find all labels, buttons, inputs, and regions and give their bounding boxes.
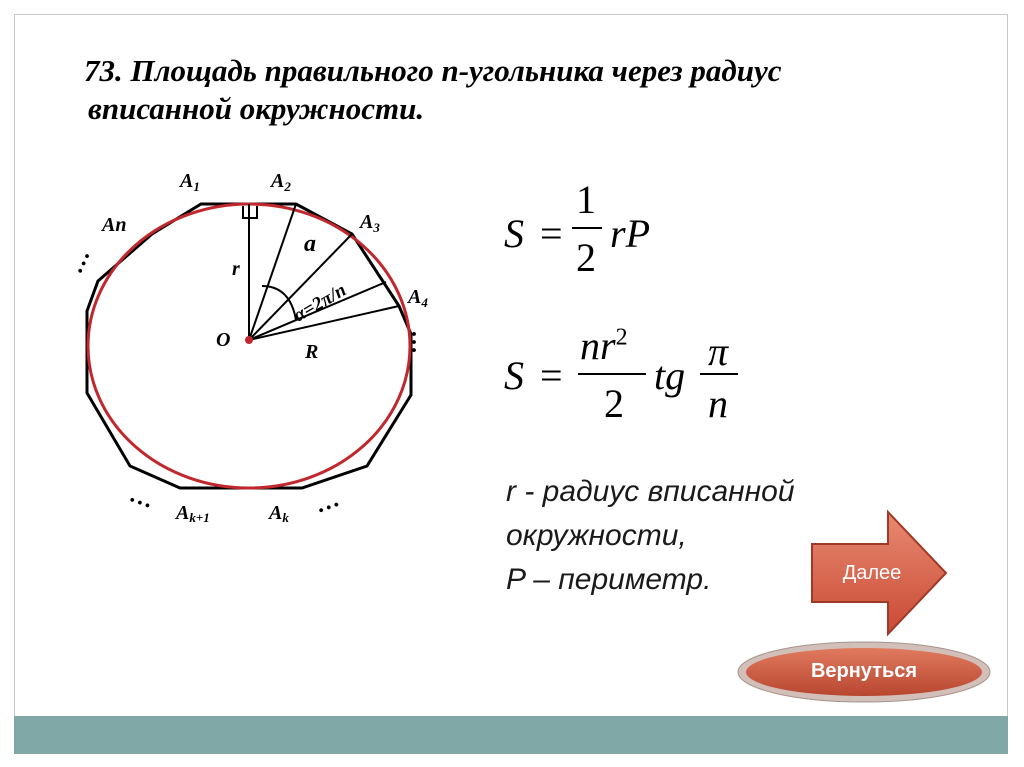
formula2-lhs: S: [504, 353, 524, 398]
note-line-1: r - радиус вписанной: [506, 475, 795, 508]
vertex-label-a4: $A_4$: [408, 286, 428, 310]
note-line-2: окружности,: [506, 519, 687, 552]
vertex-label-a2: $A_2$: [271, 170, 291, 194]
vertex-label-an: An: [102, 214, 127, 236]
formula1-numerator: 1: [576, 177, 596, 222]
next-button-label[interactable]: Далее: [842, 562, 902, 584]
side-label: a: [304, 231, 316, 257]
ellipsis-left: …: [61, 244, 96, 278]
formula-2: [504, 322, 764, 432]
vertex-label-a3: $A_3$: [360, 211, 380, 235]
title-line-2: вписанной окружности.: [88, 91, 425, 126]
formula1-rest: rP: [610, 211, 650, 256]
formula1-denominator: 2: [576, 235, 596, 280]
formula2-tg: tg: [654, 353, 686, 398]
angle-label: α=2π/n: [290, 279, 350, 327]
radius-to-a2: [249, 204, 296, 340]
formula2-numerator-text: nr: [580, 323, 616, 368]
center-point: [245, 336, 253, 344]
inradius-label: r: [232, 258, 240, 280]
formula2-numerator: [580, 322, 628, 369]
formula1-lhs: S: [504, 211, 524, 256]
vertex-label-ak1: Ak+1: [176, 502, 210, 525]
formula1-eq: =: [540, 211, 563, 256]
angle-arc: [262, 286, 296, 320]
formula2-denominator: 2: [604, 381, 624, 426]
note-line-3: P – периметр.: [506, 563, 712, 596]
ellipsis-bottom-left: …: [125, 481, 158, 514]
back-button-label[interactable]: Вернуться: [810, 660, 918, 682]
formula2-frac-num: π: [708, 329, 729, 374]
circumradius-label: R: [305, 341, 319, 363]
formula2-frac-den: n: [708, 381, 728, 426]
formula2-numerator-sup: 2: [615, 324, 628, 351]
ellipsis-right: …: [406, 330, 432, 354]
vertex-label-a1: $A_1$: [180, 170, 200, 194]
ellipsis-bottom-right: …: [311, 485, 343, 519]
formula-1: [504, 177, 704, 282]
vertex-label-ak: Ak: [269, 502, 289, 525]
center-label: O: [216, 329, 231, 351]
formula2-eq: =: [540, 353, 563, 398]
title-line-1: 73. Площадь правильного n-угольника через радиус: [84, 53, 782, 88]
